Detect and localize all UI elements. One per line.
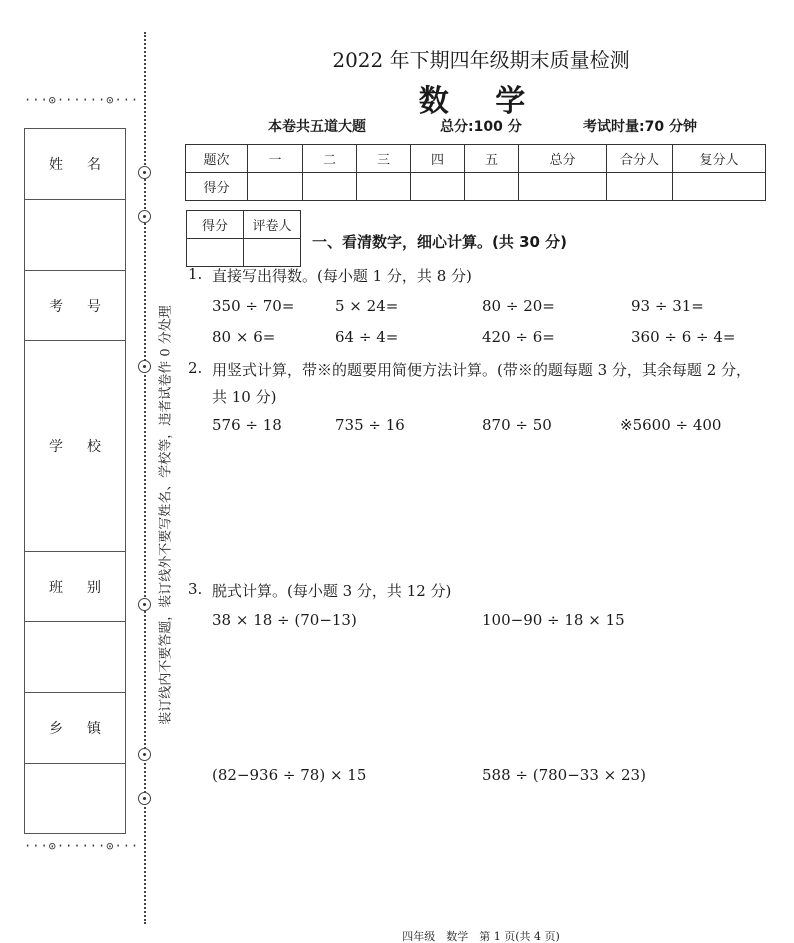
score-table-header-row <box>186 145 766 173</box>
score-table-header: 三 <box>357 145 411 173</box>
binding-note: 装订线内不要答题，装订线外不要写姓名、学校等，违者试卷作 0 分处理 <box>158 305 174 725</box>
score-cell[interactable] <box>303 173 357 201</box>
name-field[interactable]: 姓 名 <box>25 129 125 200</box>
town-field[interactable]: 乡 镇 <box>25 693 125 764</box>
score-table-header: 复分人 <box>673 145 766 173</box>
binding-circle-icon <box>138 210 151 223</box>
grader-score-cell[interactable] <box>187 239 244 267</box>
score-table-score-row <box>186 173 766 201</box>
student-info-box <box>24 128 126 834</box>
q2-item: ※5600 ÷ 400 <box>620 416 722 434</box>
time-limit: 考试时量:70 分钟 <box>583 119 697 135</box>
binding-circle-icon <box>138 360 151 373</box>
q1-item: 360 ÷ 6 ÷ 4= <box>631 328 736 346</box>
school-field[interactable]: 学 校 <box>25 341 125 552</box>
margin-dots-bottom: ···⊙······⊙··· <box>24 839 140 853</box>
name-blank[interactable] <box>25 200 125 271</box>
sections-note: 本卷共五道大题 <box>268 119 366 135</box>
q1-item: 420 ÷ 6= <box>482 328 555 346</box>
score-table-header: 题次 <box>186 145 248 173</box>
subject-title: 数 学 <box>418 84 544 119</box>
score-cell[interactable] <box>519 173 607 201</box>
score-table-header: 四 <box>411 145 465 173</box>
q1-item: 80 ÷ 20= <box>482 297 555 315</box>
grader-name-label: 评卷人 <box>244 211 301 239</box>
grader-name-cell[interactable] <box>244 239 301 267</box>
score-table-header: 总分 <box>519 145 607 173</box>
q3-item: (82−936 ÷ 78) × 15 <box>212 766 367 784</box>
score-cell[interactable] <box>465 173 519 201</box>
score-table-header: 合分人 <box>607 145 673 173</box>
score-cell[interactable] <box>673 173 766 201</box>
q1-item: 5 × 24= <box>335 297 399 315</box>
binding-circle-icon <box>138 748 151 761</box>
q1-item: 80 × 6= <box>212 328 276 346</box>
question-2-text: 用竖式计算，带※的题要用简便方法计算。(带※的题每题 3 分，其余每题 2 分， <box>212 361 752 379</box>
question-2-text-cont: 共 10 分) <box>212 388 277 406</box>
score-cell[interactable] <box>411 173 465 201</box>
exam-title: 2022 年下期四年级期末质量检测 <box>332 48 630 72</box>
section-1-title: 一、看清数字，细心计算。(共 30 分) <box>312 233 568 251</box>
page-footer: 四年级 数学 第 1 页(共 4 页) <box>402 930 560 943</box>
q2-item: 870 ÷ 50 <box>482 416 552 434</box>
exam-number-field[interactable]: 考 号 <box>25 271 125 341</box>
score-table-header: 一 <box>248 145 303 173</box>
question-1-number: 1. <box>188 265 203 283</box>
q2-item: 576 ÷ 18 <box>212 416 282 434</box>
score-cell[interactable] <box>357 173 411 201</box>
town-blank[interactable] <box>25 764 125 834</box>
q3-item: 100−90 ÷ 18 × 15 <box>482 611 625 629</box>
question-1-text: 直接写出得数。(每小题 1 分，共 8 分) <box>212 267 472 285</box>
score-table <box>185 144 766 201</box>
q2-item: 735 ÷ 16 <box>335 416 405 434</box>
q1-item: 93 ÷ 31= <box>631 297 704 315</box>
score-cell[interactable] <box>607 173 673 201</box>
q3-item: 38 × 18 ÷ (70−13) <box>212 611 357 629</box>
score-table-header: 五 <box>465 145 519 173</box>
question-3-number: 3. <box>188 580 203 598</box>
score-row-label: 得分 <box>186 173 248 201</box>
class-field[interactable]: 班 别 <box>25 552 125 622</box>
binding-circle-icon <box>138 166 151 179</box>
q1-item: 350 ÷ 70= <box>212 297 295 315</box>
score-table-header: 二 <box>303 145 357 173</box>
grader-score-label: 得分 <box>187 211 244 239</box>
margin-dots-top: ···⊙······⊙··· <box>24 93 140 107</box>
question-3-text: 脱式计算。(每小题 3 分，共 12 分) <box>212 582 452 600</box>
class-blank[interactable] <box>25 622 125 693</box>
score-cell[interactable] <box>248 173 303 201</box>
binding-circle-icon <box>138 792 151 805</box>
total-score: 总分:100 分 <box>440 119 522 135</box>
binding-circle-icon <box>138 598 151 611</box>
question-2-number: 2. <box>188 359 203 377</box>
q1-item: 64 ÷ 4= <box>335 328 399 346</box>
grader-table <box>186 210 301 267</box>
q3-item: 588 ÷ (780−33 × 23) <box>482 766 646 784</box>
